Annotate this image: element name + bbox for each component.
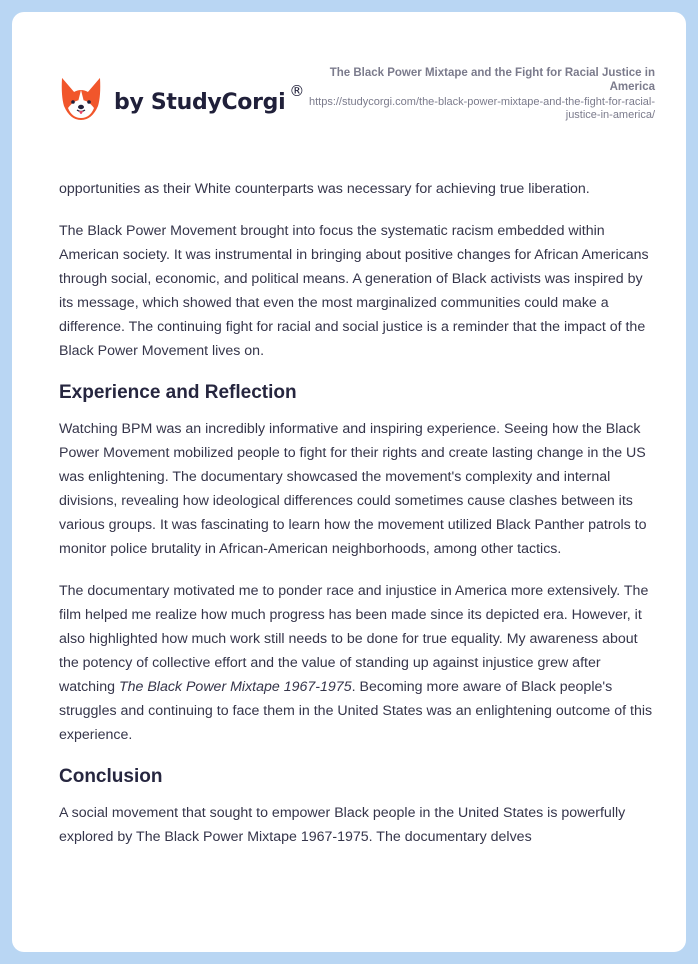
section-heading-conclusion: Conclusion <box>59 766 163 787</box>
paragraph: opportunities as their White counterparts was necessary for achieving true liberation. <box>59 181 590 197</box>
paragraph: The Black Power Movement brought into focus the systematic racism embedded within American society. It was instrumental in bringing about positive changes for African Americans through social, economic, and political means. A generation of Black activists was inspired by its message, which showed that even the most marginalized communities could make a difference. The continuing fight for racial and social justice is a reminder that the impact of the Black Power Movement lives on. <box>59 223 649 359</box>
paragraph: Watching BPM was an incredibly informative and inspiring experience. Seeing how the Black Power Movement mobilized people to fight for their rights and create lasting change in the US was enlightening. The documentary showcased the movement's complexity and internal divisions, revealing how ideological differences could sometimes cause clashes between its various groups. It was fascinating to learn how the movement utilized Black Panther patrols to monitor police brutality in African-American neighborhoods, among other tactics. <box>59 421 647 557</box>
film-title-italic: The Black Power Mixtape 1967-1975 <box>118 679 352 695</box>
corgi-logo-icon <box>60 76 102 122</box>
document-page <box>12 12 686 952</box>
brand-name: by StudyCorgi <box>114 89 286 115</box>
text-run: . Becoming more aware of Black people's struggles and continuing to face them in the United States was an enlightening outcome of this experience. <box>59 679 653 743</box>
document-url-link[interactable]: https://studycorgi.com/the-black-power-mixtape-and-the-fight-for-racial-justice-in-america/ <box>308 96 655 121</box>
section-heading-experience: Experience and Reflection <box>59 382 297 403</box>
registered-mark: ® <box>289 82 305 100</box>
document-title: The Black Power Mixtape and the Fight for Racial Justice in America <box>329 67 655 93</box>
text-run: The documentary motivated me to ponder race and injustice in America more extensively. The film helped me realize how much progress has been made since its depicted era. However, it also highlighted how much work still needs to be done for true equality. My awareness about the potency of collective effort and the value of standing up against injustice grew after watching <box>59 583 649 695</box>
paragraph <box>59 579 659 747</box>
studycorgi-logo[interactable] <box>60 76 304 122</box>
document-body <box>59 177 659 867</box>
paragraph: A social movement that sought to empower Black people in the United States is powerfully explored by The Black Power Mixtape 1967-1975. The documentary delves <box>59 805 626 845</box>
document-meta <box>305 66 655 122</box>
page-header <box>12 12 686 162</box>
